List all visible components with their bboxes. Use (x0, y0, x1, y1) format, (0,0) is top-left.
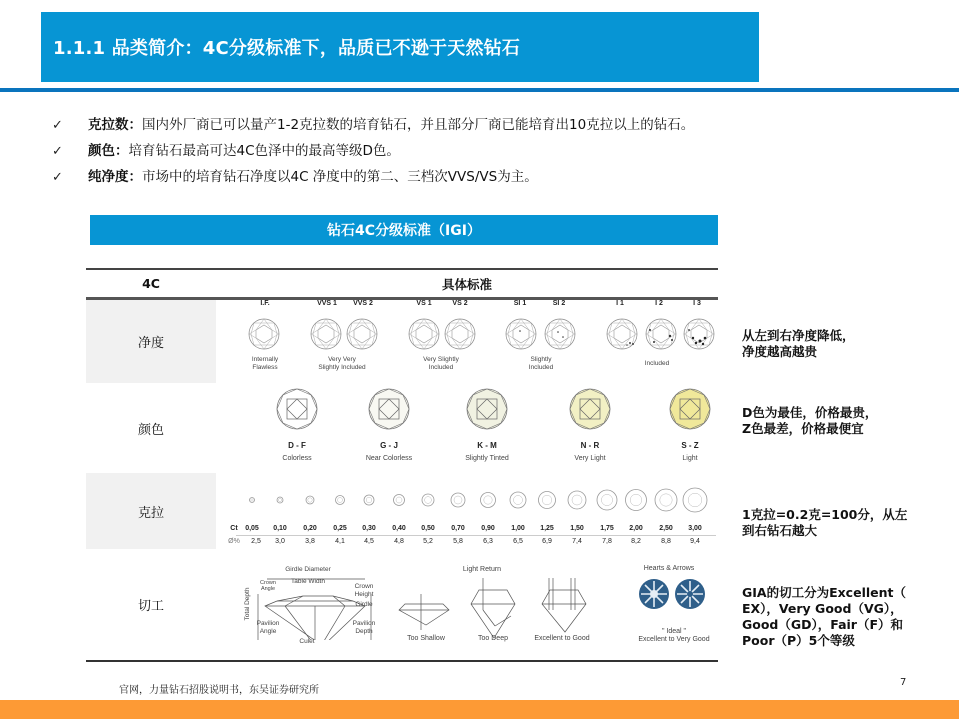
clarity-grade: VVS 2 (353, 300, 373, 307)
cut-label: Table Width (291, 578, 325, 585)
bullet-term: 纯净度： (88, 169, 142, 185)
color-name: Light (682, 455, 698, 462)
cut-label: Culet (299, 638, 315, 645)
row-label-carat: 克拉 (86, 473, 216, 549)
cut-label: Total Depth (244, 587, 251, 621)
page-number: 7 (900, 677, 907, 688)
color-range: K - M (477, 441, 497, 450)
cut-diagram-icon (255, 570, 655, 640)
color-range: N - R (580, 441, 600, 450)
carat-divider (236, 535, 716, 536)
hearts-arrows-icon (638, 578, 708, 612)
table-title (90, 215, 718, 245)
hearts-arrows-title: Hearts & Arrows (643, 565, 695, 572)
bullet-clarity (52, 165, 694, 191)
row-label-cut: 切工 (137, 599, 164, 614)
clarity-grade: VS 1 (416, 300, 432, 307)
note-color: D色为最佳，价格最贵， Z色最差，价格最便宜 (742, 405, 878, 436)
cut-label: Crown Angle (260, 580, 276, 592)
light-return-caption: Excellent to Good (534, 635, 590, 642)
light-return-caption: Too Deep (478, 635, 508, 642)
bullet-text: 市场中的培育钻石净度以4C 净度中的第二、三档次VVS/VS为主。 (142, 169, 538, 185)
note-cut: GIA的切工分为Excellent（ EX），Very Good（VG）， Good（GD），Fair（F）和 Poor（P）5个等级 (742, 585, 906, 648)
clarity-desc: Very Slightly Included (423, 356, 459, 371)
clarity-grade: I.F. (260, 300, 270, 307)
color-range: D - F (288, 441, 306, 450)
bullet-carat (52, 113, 694, 139)
clarity-grade: SI 2 (552, 300, 566, 307)
page-title: 1.1.1 品类简介：4C分级标准下，品质已不逊于天然钻石 (53, 38, 521, 59)
footer-band (0, 700, 959, 719)
color-name: Very Light (574, 455, 606, 462)
cut-label: Girdle Diameter (285, 566, 331, 573)
bullet-term: 颜色： (88, 143, 129, 159)
bullet-term: 克拉数： (88, 117, 142, 133)
cut-label: Crown Height (354, 583, 374, 598)
bullet-text: 国内外厂商已可以量产1-2克拉数的培育钻石，并且部分厂商已能培育出10克拉以上的钻石。 (142, 117, 695, 133)
clarity-grade: VS 2 (452, 300, 468, 307)
check-icon: ✓ (52, 118, 63, 133)
color-name: Slightly Tinted (465, 455, 509, 462)
clarity-grade: I 3 (693, 300, 701, 307)
clarity-grade: I 2 (655, 300, 663, 307)
light-return-title: Light Return (462, 566, 502, 573)
row-label-color: 颜色 (137, 422, 164, 438)
table-bottom-rule (86, 660, 718, 662)
color-name: Near Colorless (365, 455, 413, 462)
carat-diamonds-icon (240, 486, 720, 516)
source-note: 官网，力量钻石招股说明书，东吴证券研究所 (119, 685, 319, 696)
clarity-grade: I 1 (616, 300, 624, 307)
bullet-color (52, 139, 694, 165)
color-diamonds-icon (260, 387, 720, 433)
cut-label: Girdle (355, 601, 373, 608)
light-return-caption: Too Shallow (407, 635, 445, 642)
note-carat: 1克拉=0.2克=100分，从左 到右钻石越大 (742, 507, 908, 538)
header-criteria: 具体标准 (441, 276, 492, 292)
color-name: Colorless (282, 455, 312, 462)
page-title-bar (41, 12, 759, 82)
title-divider (0, 88, 959, 92)
table-header-row (86, 270, 718, 297)
hearts-arrows-caption: " Ideal " Excellent to Very Good (638, 628, 710, 643)
check-icon: ✓ (52, 144, 63, 159)
table-title-text: 钻石4C分级标准（IGI） (327, 223, 481, 239)
row-label-clarity: 净度 (86, 300, 216, 383)
cut-label: Pavilion Angle (256, 620, 280, 635)
check-icon: ✓ (52, 170, 63, 185)
clarity-desc: Internally Flawless (251, 356, 279, 371)
clarity-desc: Slightly Included (528, 356, 554, 371)
clarity-grade: VVS 1 (317, 300, 337, 307)
clarity-desc: Included (644, 360, 670, 367)
clarity-grade: SI 1 (513, 300, 527, 307)
clarity-desc: Very Very Slightly Included (318, 356, 366, 371)
cut-label: Pavilion Depth (352, 620, 376, 635)
note-clarity: 从左到右净度降低， 净度越高越贵 (742, 328, 855, 359)
bullet-text: 培育钻石最高可达4C色泽中的最高等级D色。 (128, 143, 400, 159)
clarity-diamonds-icon (245, 316, 725, 352)
bullet-list (52, 113, 694, 191)
color-range: S - Z (681, 441, 699, 450)
color-range: G - J (380, 441, 398, 450)
header-4c: 4C (142, 276, 160, 291)
grading-table (86, 268, 718, 300)
